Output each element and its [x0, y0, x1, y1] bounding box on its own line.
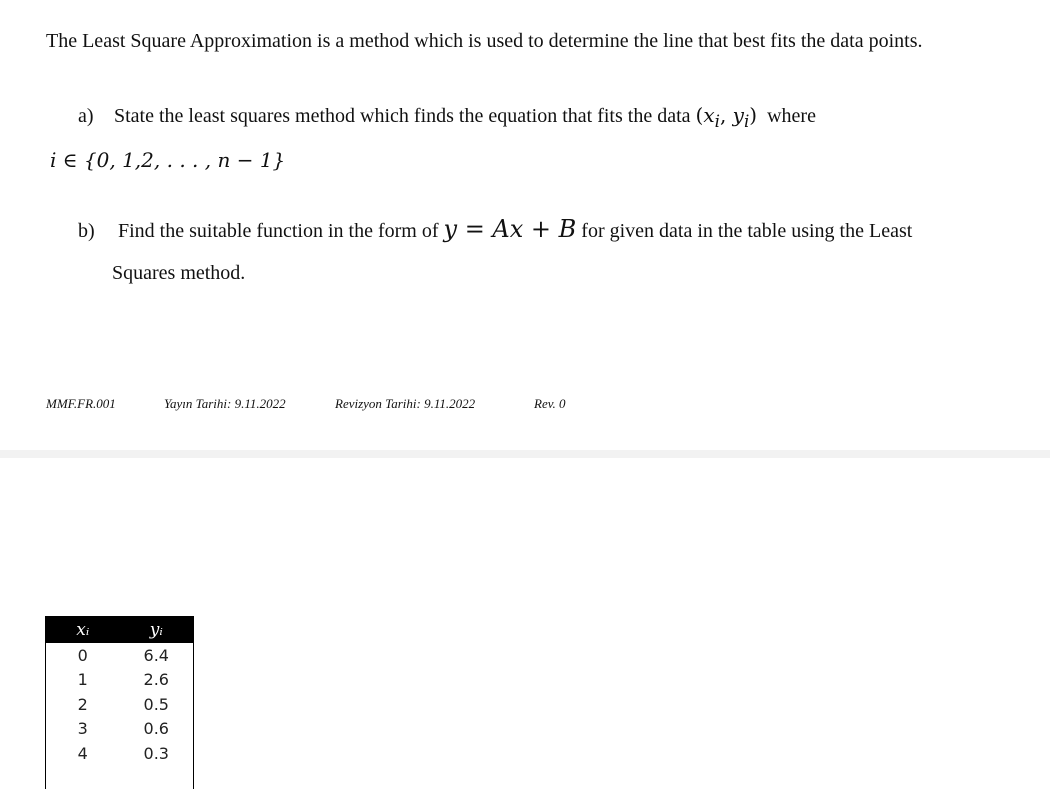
question-b-label: b): [78, 220, 95, 242]
question-b-text: Find the suitable function in the form of: [118, 220, 439, 242]
table-row: [46, 741, 193, 766]
question-b-continued: Squares method.: [112, 262, 246, 284]
cell-x: 4: [77, 743, 88, 763]
table-row: [46, 717, 193, 742]
header-x: xᵢ: [76, 620, 90, 640]
index-set-formula: i ∈ {0, 1,2, . . . , n − 1}: [50, 148, 286, 172]
data-table: [45, 616, 194, 789]
cell-x: 0: [77, 645, 88, 665]
table-row: [46, 692, 193, 717]
cell-y: 0.5: [143, 694, 169, 714]
question-a-label: a): [78, 105, 94, 127]
question-a-text: State the least squares method which finds the equation that fits the data: [114, 105, 691, 127]
header-y: yᵢ: [149, 620, 163, 640]
cell-y: 0.6: [143, 719, 169, 739]
cell-y: 2.6: [143, 670, 169, 690]
question-a: [46, 96, 1006, 179]
intro-paragraph: The Least Square Approximation is a method which is used to determine the line that best fits the data points.: [46, 30, 923, 52]
cell-y: 0.3: [143, 743, 169, 763]
table-row: [46, 643, 193, 668]
publish-date: Yayın Tarihi: 9.11.2022: [164, 396, 286, 411]
linear-function-formula: y = Ax + B: [443, 215, 577, 243]
revision-number: Rev. 0: [534, 396, 566, 411]
cell-y: 6.4: [143, 645, 169, 665]
revision-date: Revizyon Tarihi: 9.11.2022: [335, 396, 476, 411]
question-b-text-after: for given data in the table using the Least: [581, 220, 913, 242]
doc-code: MMF.FR.001: [46, 396, 116, 411]
data-pair-formula: ($x_i$, $y_i$): [695, 103, 758, 131]
table-header: [46, 617, 193, 643]
question-b: [78, 208, 1038, 294]
cell-x: 1: [77, 670, 88, 690]
table-row: [46, 668, 193, 693]
cell-x: 2: [77, 694, 88, 714]
page-separator: [0, 450, 1050, 458]
where-word: where: [767, 105, 816, 127]
cell-x: 3: [77, 719, 88, 739]
